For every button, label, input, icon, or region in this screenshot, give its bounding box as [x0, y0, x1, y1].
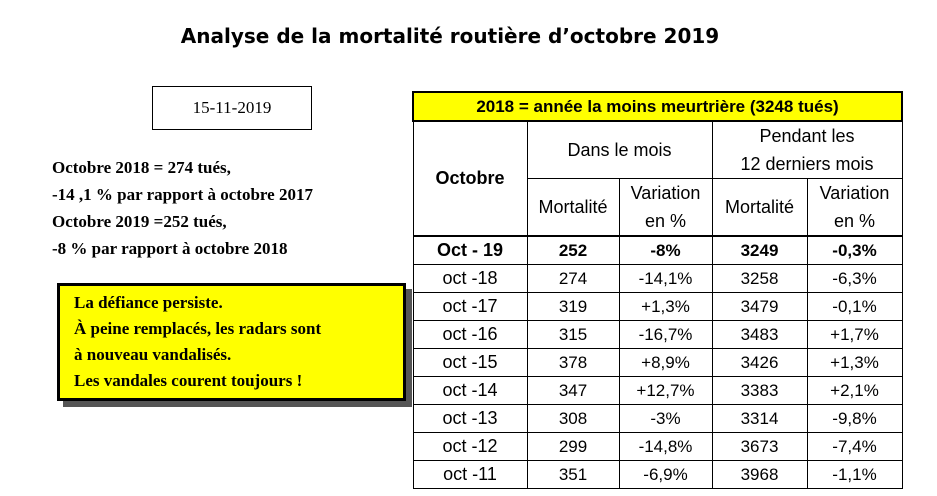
table-cell-label: Oct - 19 [413, 236, 527, 265]
col-header-octobre: Octobre [413, 121, 527, 236]
table-row [413, 321, 902, 349]
table-cell-m1: 252 [527, 236, 619, 265]
table-row [413, 265, 902, 293]
table-cell-label: oct -14 [413, 377, 527, 405]
table-cell-v12: -1,1% [807, 461, 902, 489]
table-cell-label: oct -17 [413, 293, 527, 321]
table-cell-v1: -6,9% [619, 461, 712, 489]
table-cell-label: oct -15 [413, 349, 527, 377]
table-cell-m1: 378 [527, 349, 619, 377]
table-cell-v12: -0,3% [807, 236, 902, 265]
table-cell-m12: 3249 [712, 236, 807, 265]
summary-line: Octobre 2018 = 274 tués, [52, 158, 231, 177]
sub-header-variation [619, 179, 712, 237]
table-cell-v1: -8% [619, 236, 712, 265]
table-cell-v12: +2,1% [807, 377, 902, 405]
summary-line: -8 % par rapport à octobre 2018 [52, 239, 288, 258]
group-header-12-line1: Pendant les [759, 126, 855, 146]
table-cell-v12: -6,3% [807, 265, 902, 293]
table-cell-v12: -0,1% [807, 293, 902, 321]
table-cell-label: oct -18 [413, 265, 527, 293]
table-cell-v1: +12,7% [619, 377, 712, 405]
table-cell-m12: 3383 [712, 377, 807, 405]
table-cell-label: oct -16 [413, 321, 527, 349]
table-banner: 2018 = année la moins meurtrière (3248 tués) [413, 92, 902, 121]
table-cell-m1: 274 [527, 265, 619, 293]
table-cell-m1: 308 [527, 405, 619, 433]
table-row [413, 461, 902, 489]
table-cell-m12: 3968 [712, 461, 807, 489]
table-cell-m1: 347 [527, 377, 619, 405]
page-title: Analyse de la mortalité routière d’octobre 2019 [180, 24, 720, 48]
date-box: 15-11-2019 [152, 86, 312, 130]
sub-header-variation-line1: Variation [630, 183, 701, 203]
table-cell-label: oct -11 [413, 461, 527, 489]
mortality-table [412, 91, 903, 489]
table-row [413, 349, 902, 377]
table-row [413, 405, 902, 433]
table-cell-m12: 3479 [712, 293, 807, 321]
table-cell-v12: +1,7% [807, 321, 902, 349]
table-row [413, 377, 902, 405]
table-cell-v1: +8,9% [619, 349, 712, 377]
sub-header-variation-line1: Variation [819, 183, 890, 203]
table-cell-v1: +1,3% [619, 293, 712, 321]
callout-line: À peine remplacés, les radars sont [74, 319, 322, 338]
table-cell-m12: 3426 [712, 349, 807, 377]
table-cell-v1: -14,8% [619, 433, 712, 461]
table-cell-m1: 299 [527, 433, 619, 461]
sub-header-variation-line2: en % [833, 211, 876, 231]
table-cell-v1: -14,1% [619, 265, 712, 293]
table-cell-v12: -7,4% [807, 433, 902, 461]
summary-line: Octobre 2019 =252 tués, [52, 212, 227, 231]
sub-header-mortalite: Mortalité [527, 179, 619, 237]
callout-line: La défiance persiste. [74, 293, 223, 312]
sub-header-mortalite-12: Mortalité [712, 179, 807, 237]
table-cell-v12: -9,8% [807, 405, 902, 433]
callout-box [57, 283, 406, 401]
table-cell-label: oct -12 [413, 433, 527, 461]
table-cell-m1: 351 [527, 461, 619, 489]
summary-text [52, 154, 313, 262]
group-header-12-line2: 12 derniers mois [740, 154, 874, 174]
table-row [413, 236, 902, 265]
sub-header-variation-12 [807, 179, 902, 237]
table-row [413, 293, 902, 321]
group-header-month: Dans le mois [527, 121, 712, 179]
table-row [413, 433, 902, 461]
table-cell-m1: 319 [527, 293, 619, 321]
table-cell-m12: 3314 [712, 405, 807, 433]
summary-line: -14 ,1 % par rapport à octobre 2017 [52, 185, 313, 204]
table-cell-m12: 3483 [712, 321, 807, 349]
table-cell-m12: 3673 [712, 433, 807, 461]
table-cell-v12: +1,3% [807, 349, 902, 377]
callout-line: à nouveau vandalisés. [74, 345, 232, 364]
table-cell-v1: -16,7% [619, 321, 712, 349]
sub-header-variation-line2: en % [644, 211, 687, 231]
table-cell-m1: 315 [527, 321, 619, 349]
table-cell-m12: 3258 [712, 265, 807, 293]
group-header-12-months [712, 121, 902, 179]
table-cell-label: oct -13 [413, 405, 527, 433]
callout-line: Les vandales courent toujours ! [74, 371, 303, 390]
table-cell-v1: -3% [619, 405, 712, 433]
